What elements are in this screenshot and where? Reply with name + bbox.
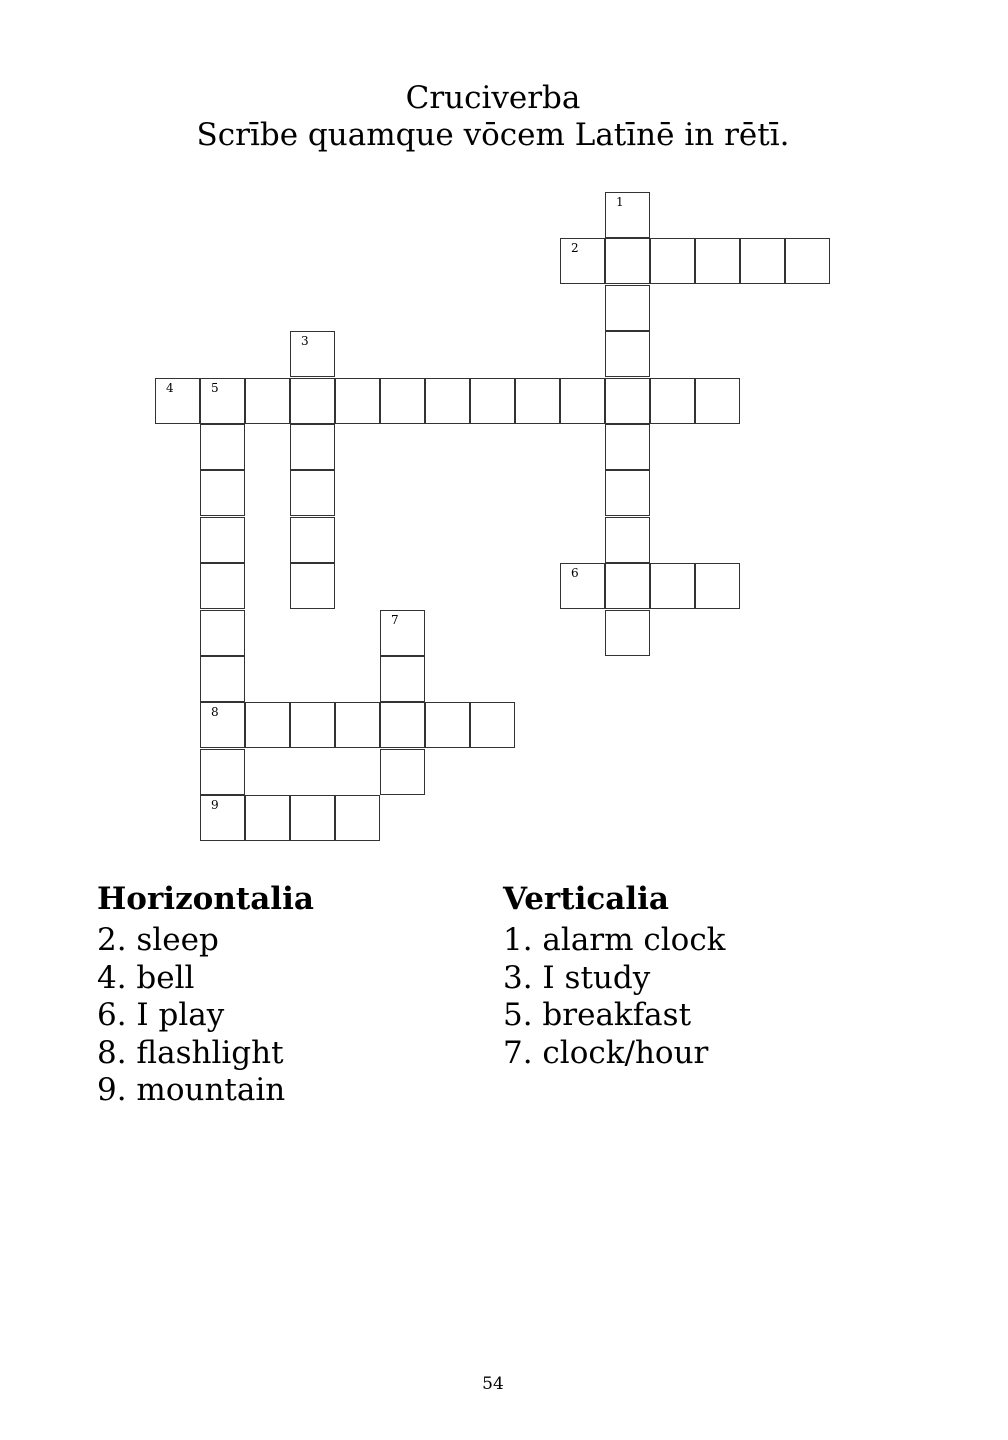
grid-cell[interactable] <box>605 424 650 470</box>
grid-cell[interactable] <box>290 795 335 841</box>
grid-cell[interactable] <box>200 378 245 424</box>
across-clue-list <box>97 922 285 1110</box>
grid-cell[interactable] <box>605 192 650 238</box>
grid-cell[interactable] <box>605 331 650 377</box>
grid-cell[interactable] <box>695 563 740 609</box>
grid-cell[interactable] <box>200 610 245 656</box>
grid-cell[interactable] <box>380 749 425 795</box>
grid-cell[interactable] <box>695 378 740 424</box>
grid-cell[interactable] <box>200 656 245 702</box>
grid-cell[interactable] <box>335 795 380 841</box>
across-clue: 8. flashlight <box>97 1034 284 1071</box>
across-heading: Horizontalia <box>97 881 314 917</box>
grid-cell[interactable] <box>245 702 290 748</box>
down-clue-list <box>503 922 725 1072</box>
grid-cell[interactable] <box>245 378 290 424</box>
down-clue: 1. alarm clock <box>503 922 726 958</box>
grid-cell[interactable] <box>605 470 650 516</box>
grid-cell[interactable] <box>560 238 605 284</box>
grid-cell[interactable] <box>650 378 695 424</box>
grid-cell[interactable] <box>380 378 425 424</box>
grid-cell[interactable] <box>200 702 245 748</box>
grid-cell[interactable] <box>290 378 335 424</box>
grid-cell[interactable] <box>425 702 470 748</box>
grid-cell[interactable] <box>245 795 290 841</box>
grid-cell[interactable] <box>605 610 650 656</box>
grid-cell[interactable] <box>335 702 380 748</box>
down-clue: 5. breakfast <box>503 997 692 1033</box>
grid-cell[interactable] <box>560 378 605 424</box>
grid-cell[interactable] <box>290 424 335 470</box>
page-title: Cruciverba <box>405 80 581 116</box>
grid-cell[interactable] <box>290 517 335 563</box>
clue-number: 2 <box>571 241 579 256</box>
grid-cell[interactable] <box>200 424 245 470</box>
grid-cell[interactable] <box>695 238 740 284</box>
grid-cell[interactable] <box>515 378 560 424</box>
clue-number: 9 <box>211 798 219 813</box>
grid-cell[interactable] <box>335 378 380 424</box>
across-clue: 9. mountain <box>97 1072 286 1108</box>
grid-cell[interactable] <box>200 517 245 563</box>
grid-cell[interactable] <box>605 378 650 424</box>
across-clue: 4. bell <box>97 959 195 996</box>
clue-number: 5 <box>211 380 219 395</box>
grid-cell[interactable] <box>425 378 470 424</box>
page-number: 54 <box>482 1374 504 1394</box>
grid-cell[interactable] <box>200 749 245 795</box>
grid-cell[interactable] <box>650 563 695 609</box>
clue-number: 6 <box>571 566 579 581</box>
grid-cell[interactable] <box>290 331 335 377</box>
grid-cell[interactable] <box>605 285 650 331</box>
grid-cell[interactable] <box>200 470 245 516</box>
clue-number: 1 <box>616 195 624 209</box>
clue-number: 4 <box>166 380 174 395</box>
grid-cell[interactable] <box>470 378 515 424</box>
grid-cell[interactable] <box>605 238 650 284</box>
grid-cell[interactable] <box>290 563 335 609</box>
grid-cell[interactable] <box>740 238 785 284</box>
grid-cell[interactable] <box>380 610 425 656</box>
clue-number: 7 <box>391 612 399 627</box>
grid-cell[interactable] <box>470 702 515 748</box>
clue-number: 8 <box>211 705 219 720</box>
grid-cell[interactable] <box>200 563 245 609</box>
grid-cell[interactable] <box>650 238 695 284</box>
grid-cell[interactable] <box>605 563 650 609</box>
grid-cell[interactable] <box>200 795 245 841</box>
grid-cell[interactable] <box>380 656 425 702</box>
page-subtitle: Scrībe quamque vōcem Latīnē in rētī. <box>196 117 790 153</box>
grid-cell[interactable] <box>785 238 830 284</box>
across-clue: 2. sleep <box>97 922 219 958</box>
across-clue: 6. I play <box>97 997 225 1033</box>
down-clue: 3. I study <box>503 959 651 996</box>
grid-cell[interactable] <box>290 470 335 516</box>
grid-cell[interactable] <box>560 563 605 609</box>
grid-cell[interactable] <box>380 702 425 748</box>
grid-cell[interactable] <box>290 702 335 748</box>
clue-number: 3 <box>301 334 309 349</box>
down-clue: 7. clock/hour <box>503 1034 709 1071</box>
grid-cell[interactable] <box>605 517 650 563</box>
grid-cell[interactable] <box>155 378 200 424</box>
down-heading: Verticalia <box>503 881 669 917</box>
